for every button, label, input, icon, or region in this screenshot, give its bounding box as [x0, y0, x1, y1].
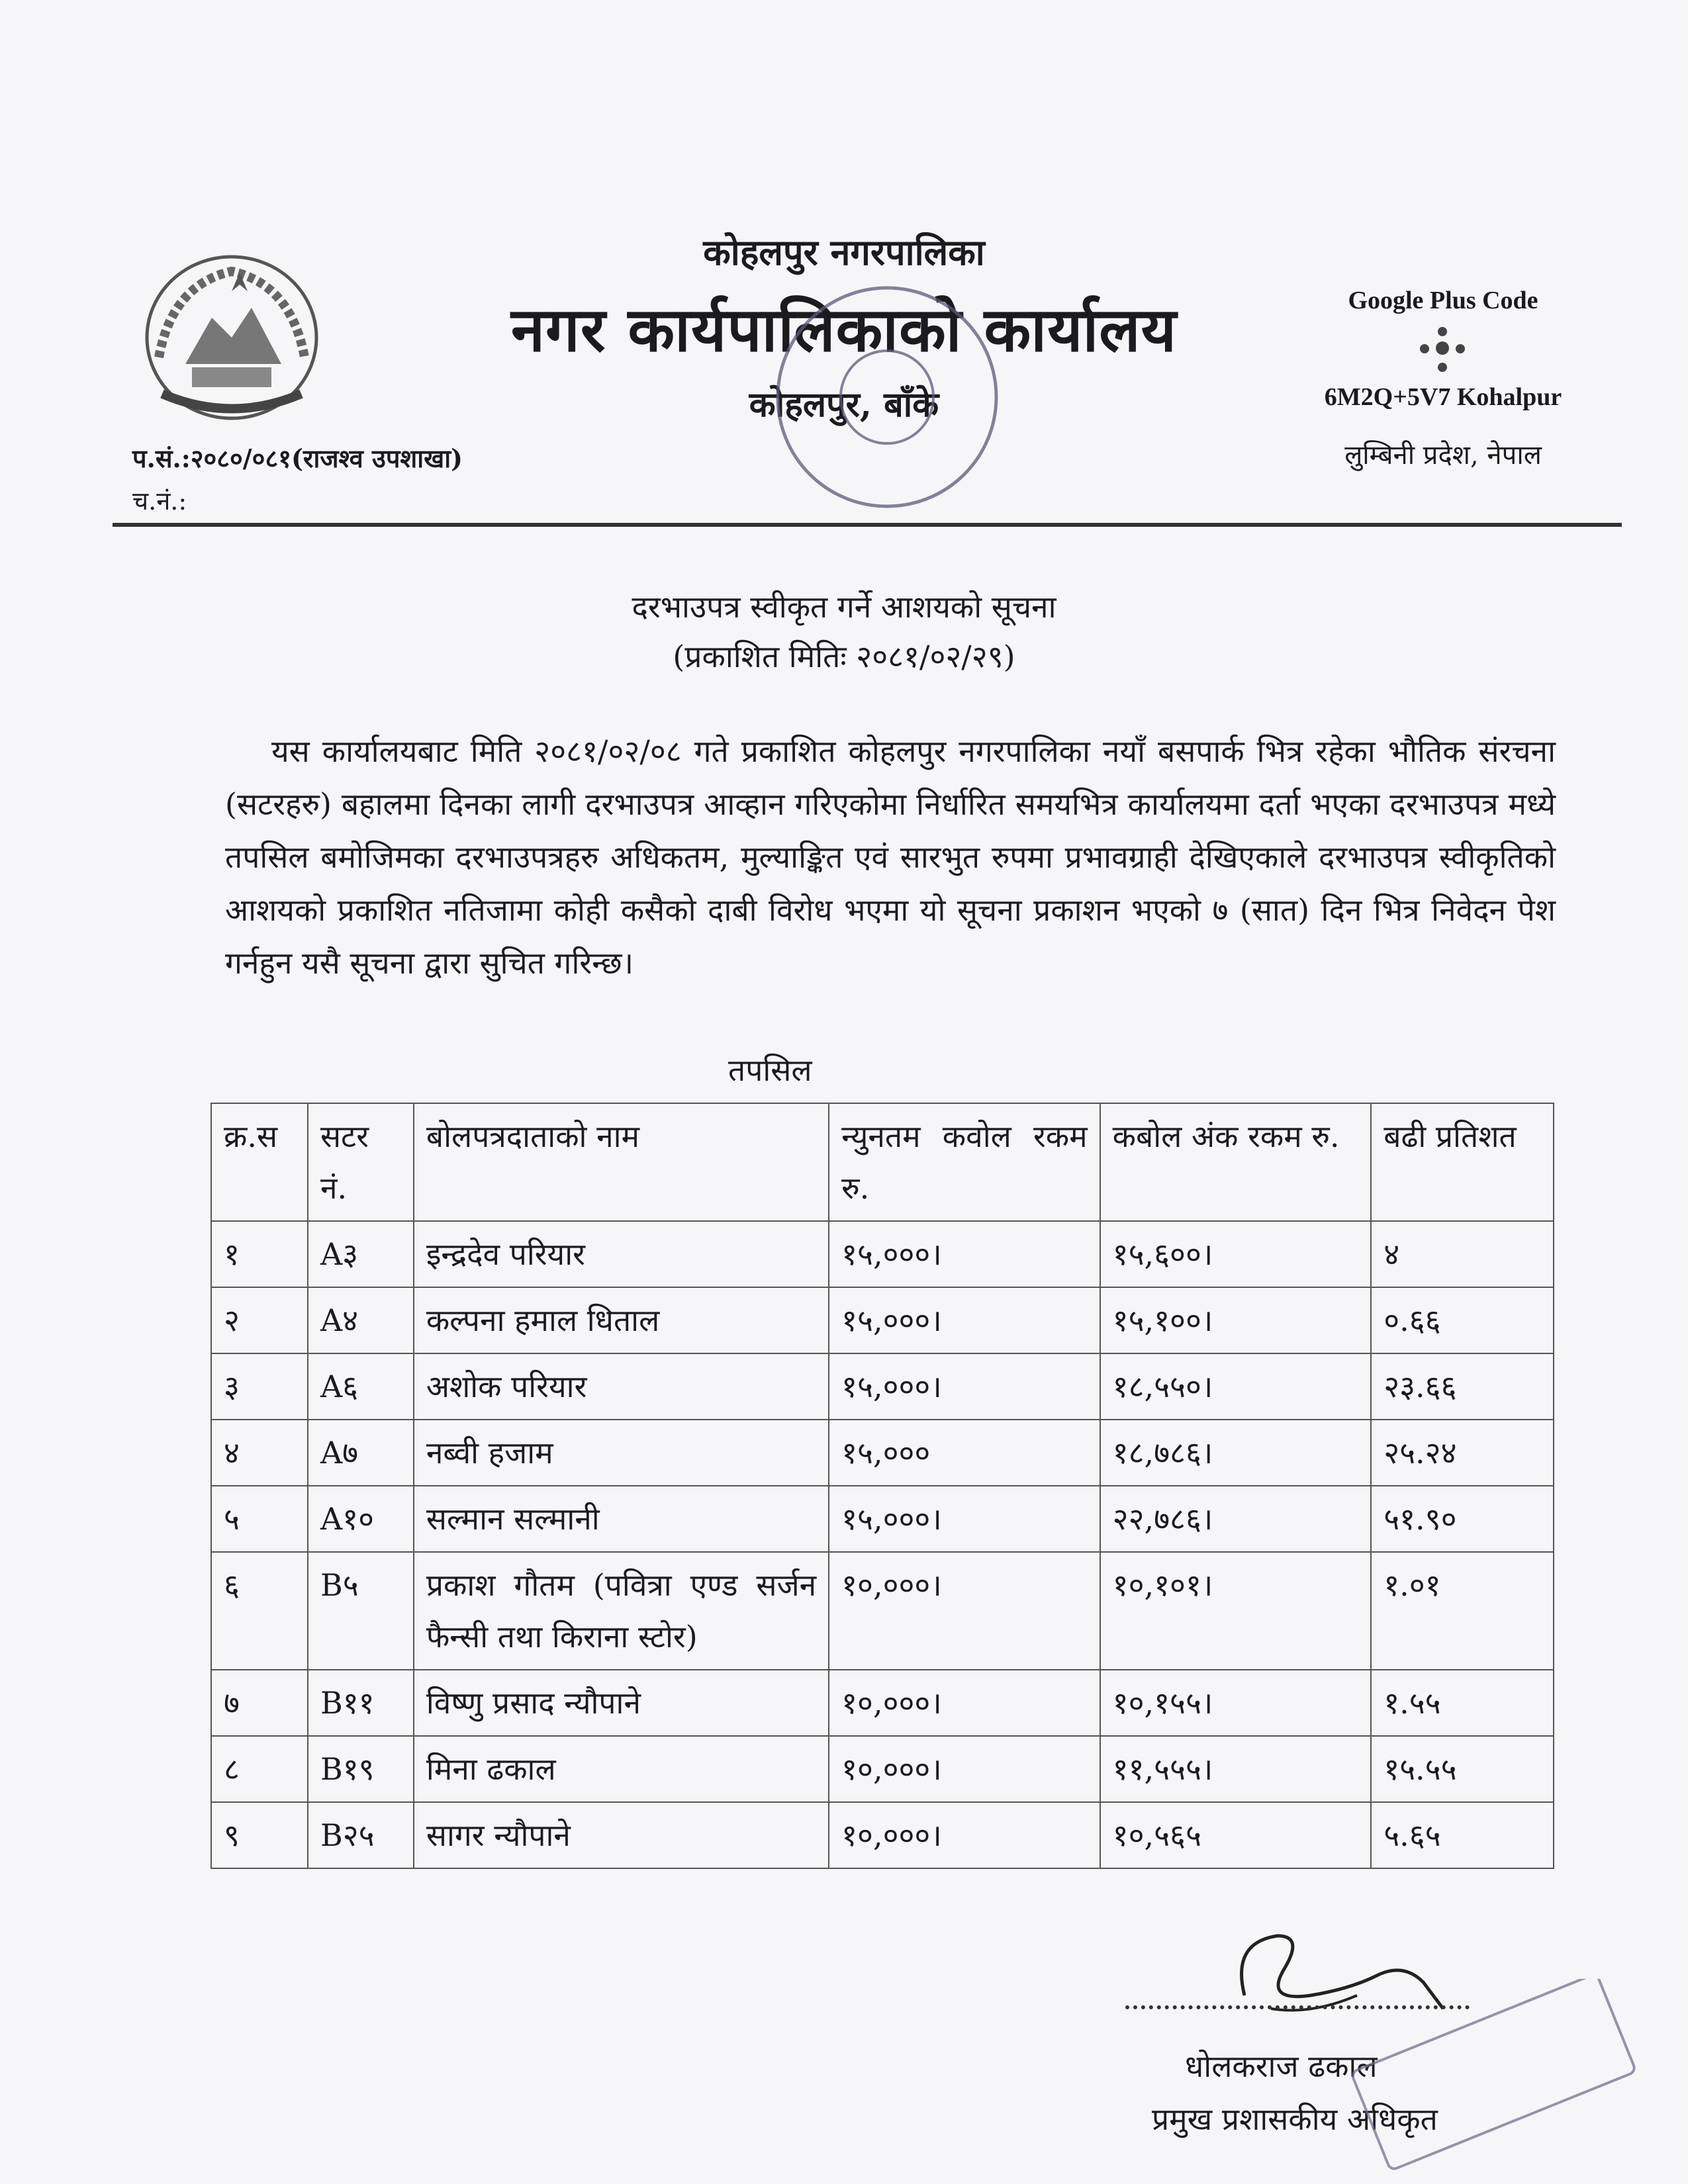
table-cell: १५,०००।	[829, 1486, 1100, 1552]
table-cell: ११,५५५।	[1100, 1736, 1372, 1802]
plus-code-title: Google Plus Code	[1348, 287, 1538, 314]
table-cell: १०,१०१।	[1100, 1552, 1372, 1670]
table-cell: २२,७८६।	[1100, 1486, 1372, 1552]
table-cell: सल्मान सल्मानी	[414, 1486, 829, 1552]
table-cell: B११	[308, 1670, 414, 1736]
table-cell: १५,०००।	[829, 1287, 1100, 1353]
details-heading: तपसिल	[728, 1052, 812, 1088]
table-cell: ८	[211, 1736, 308, 1802]
table-cell: ५.६५	[1371, 1802, 1554, 1868]
dispatch-number: च.नं.:	[132, 486, 187, 516]
table-cell: १८,५५०।	[1100, 1353, 1372, 1420]
header-divider	[113, 523, 1622, 527]
table-cell: १५,१००।	[1100, 1287, 1372, 1353]
table-cell: २३.६६	[1371, 1353, 1554, 1420]
table-cell: १	[211, 1221, 308, 1287]
table-cell: १५,०००।	[829, 1353, 1100, 1420]
column-header: बोलपत्रदाताको नाम	[414, 1103, 829, 1221]
table-cell: १०,५६५	[1100, 1802, 1372, 1868]
reference-number: प.सं.:२०८०/०८१(राजश्व उपशाखा)	[132, 443, 463, 473]
table-body	[211, 1221, 1554, 1868]
province-label: लुम्बिनी प्रदेश, नेपाल	[1344, 440, 1542, 471]
table-cell: B१९	[308, 1736, 414, 1802]
table-cell: A३	[308, 1221, 414, 1287]
table-cell: १५,०००	[829, 1420, 1100, 1486]
table-cell: B५	[308, 1552, 414, 1670]
table-cell: A४	[308, 1287, 414, 1353]
table-cell: सागर न्यौपाने	[414, 1802, 829, 1868]
plus-code-block	[1258, 286, 1628, 472]
org-title: नगर कार्यपालिकाको कार्यालय	[510, 294, 1178, 365]
table-cell: १०,०००।	[829, 1552, 1100, 1670]
table-cell: A७	[308, 1420, 414, 1486]
table-cell: ५१.९०	[1371, 1486, 1554, 1552]
table-cell: ३	[211, 1353, 308, 1420]
signer-name: धोलकराज ढकाल	[1185, 2048, 1378, 2084]
column-header: सटर नं.	[308, 1103, 414, 1221]
table-cell: ५	[211, 1486, 308, 1552]
table-row	[211, 1552, 1554, 1670]
column-header: बढी प्रतिशत	[1371, 1103, 1554, 1221]
org-location: कोहलपुर, बाँके	[749, 385, 939, 425]
table-cell: १०,०००।	[829, 1802, 1100, 1868]
officer-stamp-icon	[1337, 1979, 1655, 2177]
table-cell: १०,०००।	[829, 1736, 1100, 1802]
table-row	[211, 1287, 1554, 1353]
column-header: कबोल अंक रकम रु.	[1100, 1103, 1372, 1221]
table-row	[211, 1802, 1554, 1868]
table-row	[211, 1353, 1554, 1420]
table-cell: ९	[211, 1802, 308, 1868]
table-cell: A६	[308, 1353, 414, 1420]
table-cell: १०,०००।	[829, 1670, 1100, 1736]
table-cell: विष्णु प्रसाद न्यौपाने	[414, 1670, 829, 1736]
table-cell: A१०	[308, 1486, 414, 1552]
table-cell: इन्द्रदेव परियार	[414, 1221, 829, 1287]
table-cell: १.०१	[1371, 1552, 1554, 1670]
table-cell: १.५५	[1371, 1670, 1554, 1736]
table-cell: १५.५५	[1371, 1736, 1554, 1802]
table-row	[211, 1221, 1554, 1287]
office-stamp-icon	[768, 278, 1006, 516]
table-cell: नब्वी हजाम	[414, 1420, 829, 1486]
notice-title: दरभाउपत्र स्वीकृत गर्ने आशयको सूचना	[632, 589, 1056, 625]
table-row	[211, 1420, 1554, 1486]
column-header: क्र.स	[211, 1103, 308, 1221]
table-cell: प्रकाश गौतम (पवित्रा एण्ड सर्जन फैन्सी तथा किराना स्टोर)	[414, 1552, 829, 1670]
table-header-row	[211, 1103, 1554, 1221]
table-cell: १०,१५५।	[1100, 1670, 1372, 1736]
org-subtitle: कोहलपुर नगरपालिका	[703, 231, 985, 273]
table-cell: ६	[211, 1552, 308, 1670]
bid-results-table	[211, 1103, 1554, 1869]
table-cell: ७	[211, 1670, 308, 1736]
table-cell: कल्पना हमाल धिताल	[414, 1287, 829, 1353]
publish-date: (प्रकाशित मितिः २०८१/०२/२९)	[673, 639, 1015, 674]
table-cell: १५,६००।	[1100, 1221, 1372, 1287]
table-cell: B२५	[308, 1802, 414, 1868]
table-cell: ०.६६	[1371, 1287, 1554, 1353]
table-cell: २५.२४	[1371, 1420, 1554, 1486]
table-cell: ४	[1371, 1221, 1554, 1287]
table-row	[211, 1736, 1554, 1802]
table-cell: मिना ढकाल	[414, 1736, 829, 1802]
column-header: न्युनतम कवोल रकम रु.	[829, 1103, 1100, 1221]
table-cell: २	[211, 1287, 308, 1353]
signer-title: प्रमुख प्रशासकीय अधिकृत	[1152, 2101, 1438, 2137]
table-cell: १८,७८६।	[1100, 1420, 1372, 1486]
plus-code-icon	[1413, 327, 1473, 373]
notice-body: यस कार्यालयबाट मिति २०८१/०२/०८ गते प्रकाशित कोहलपुर नगरपालिका नयाँ बसपार्क भित्र रहेका भौतिक संरचना (सटरहरु) बहालमा दिनका लागी दरभाउपत्र आव्हान गरिएकोमा निर्धारित समयभित्र कार्यालयमा दर्ता भएका दरभाउपत्र मध्ये तपसिल बमोजिमका दरभाउपत्रहरु अधिकतम, मुल्याङ्कित एवं सारभुत रुपमा प्रभावग्राही देखिएकाले दरभाउपत्र स्वीकृतिको आशयको प्रकाशित नतिजामा कोही कसैको दाबी विरोध भएमा यो सूचना प्रकाशन भएको ७ (सात) दिन भित्र निवेदन पेश गर्नहुन यसै सूचना द्वारा सुचित गरिन्छ।	[225, 733, 1556, 981]
table-row	[211, 1486, 1554, 1552]
table-cell: अशोक परियार	[414, 1353, 829, 1420]
table-cell: १५,०००।	[829, 1221, 1100, 1287]
table-cell: ४	[211, 1420, 308, 1486]
plus-code: 6M2Q+5V7 Kohalpur	[1324, 383, 1562, 411]
table-row	[211, 1670, 1554, 1736]
